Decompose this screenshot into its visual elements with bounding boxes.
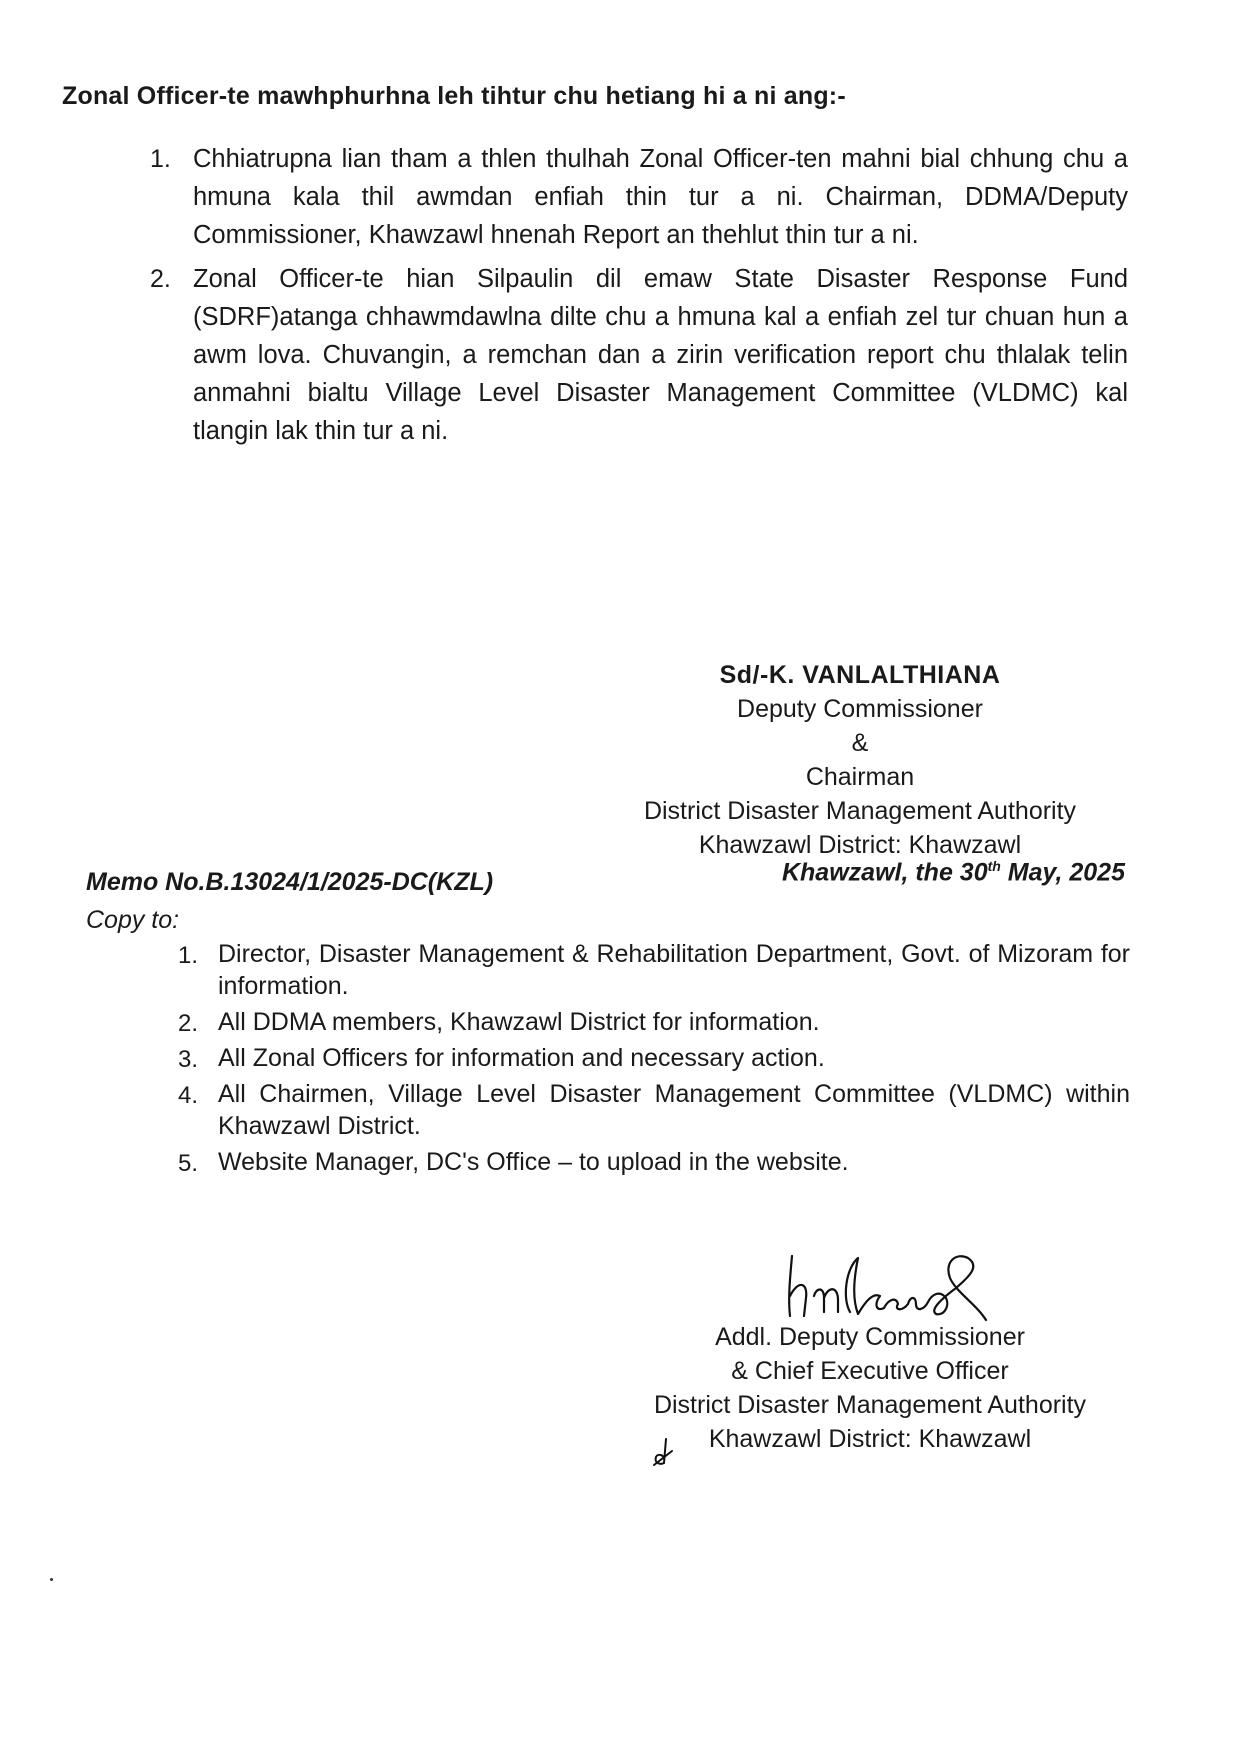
duties-list (138, 140, 1128, 456)
handwritten-initial (650, 1437, 676, 1467)
copy-text: All DDMA members, Khawzawl District for information. (218, 1008, 820, 1036)
copy-number: 1. (178, 942, 199, 969)
signatory-role: Chairman (805, 763, 915, 791)
issue-date (700, 858, 1125, 887)
copy-number: 2. (178, 1010, 199, 1037)
date-suffix: th (987, 858, 1001, 874)
signatory-title: Deputy Commissioner (737, 695, 983, 723)
copy-text: All Zonal Officers for information and necessary action. (218, 1044, 825, 1072)
duty-number: 1. (150, 145, 171, 173)
copy-text: All Chairmen, Village Level Disaster Management Committee (VLDMC) within Khawzawl District. (218, 1080, 1130, 1140)
duty-text: Zonal Officer-te hian Silpaulin dil emaw State Disaster Response Fund (SDRF)atanga chhawmdawlna dilte chu a hmuna kal a enfiah zel tur chuan hun a awm lova. Chuvangin, a remchan dan a zirin verification report chu thlalak telin anmahni bialtu Village Level Disaster Management Committee (VLDMC) kal tlangin lak thin tur a ni. (193, 265, 1128, 445)
copy-number: 4. (178, 1082, 199, 1109)
copy-text: Website Manager, DC's Office – to upload in the website. (218, 1148, 849, 1176)
signatory-authority: District Disaster Management Authority (643, 797, 1077, 825)
memo-number: Memo No.B.13024/1/2025-DC(KZL) (86, 868, 494, 896)
handwritten-signature (780, 1238, 1010, 1328)
copy-number: 5. (178, 1150, 199, 1177)
page-mark (50, 1578, 53, 1581)
signatory-role: & Chief Executive Officer (731, 1357, 1009, 1385)
copy-item-1 (170, 938, 1130, 1002)
duty-item-1 (138, 140, 1128, 254)
duty-item-2 (138, 260, 1128, 450)
copy-to-label: Copy to: (86, 906, 180, 934)
copy-item-3 (170, 1042, 1130, 1074)
date-month-year: May, 2025 (1000, 858, 1125, 887)
signature-block-addl-deputy-commissioner (600, 1320, 1140, 1456)
signatory-authority: District Disaster Management Authority (653, 1391, 1087, 1419)
signature-block-deputy-commissioner (590, 658, 1130, 862)
signatory-ampersand: & (851, 729, 869, 757)
copy-item-2 (170, 1006, 1130, 1038)
duty-text: Chhiatrupna lian tham a thlen thulhah Zonal Officer-ten mahni bial chhung chu a hmuna kala thil awmdan enfiah thin tur a ni. Chairman, DDMA/Deputy Commissioner, Khawzawl hnenah Report an thehlut thin tur a ni. (193, 145, 1128, 249)
document-heading: Zonal Officer-te mawhphurhna leh tihtur chu hetiang hi a ni ang:- (62, 82, 846, 110)
date-text: Khawzawl, the 30 (781, 858, 988, 887)
signatory-name: Sd/-K. VANLALTHIANA (719, 661, 1001, 689)
copy-number: 3. (178, 1046, 199, 1073)
copy-item-5 (170, 1146, 1130, 1178)
copy-to-list (170, 938, 1130, 1182)
duty-number: 2. (150, 265, 171, 293)
signatory-district: Khawzawl District: Khawzawl (708, 1425, 1032, 1453)
copy-item-4 (170, 1078, 1130, 1142)
signatory-district: Khawzawl District: Khawzawl (698, 831, 1022, 859)
signatory-title: Addl. Deputy Commissioner (715, 1323, 1025, 1351)
copy-text: Director, Disaster Management & Rehabilitation Department, Govt. of Mizoram for information. (218, 940, 1130, 1000)
